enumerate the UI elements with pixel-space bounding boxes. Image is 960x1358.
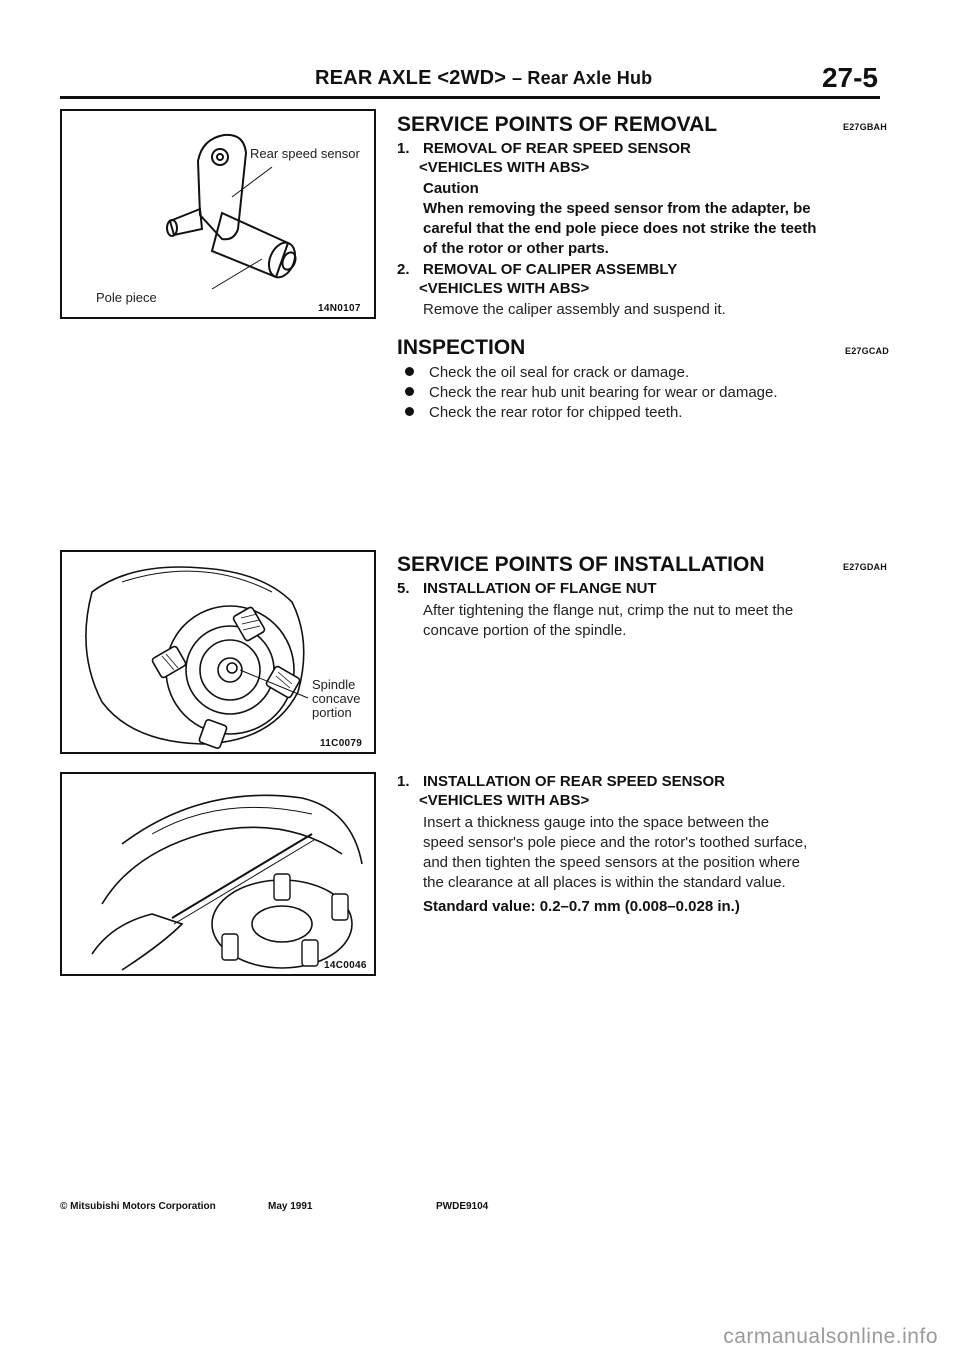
label-rear-speed-sensor: Rear speed sensor [250,146,360,161]
item-number: 1. [397,773,410,790]
removal-item-2-subtitle: <VEHICLES WITH ABS> [419,280,590,297]
installation-item-1-body: Insert a thickness gauge into the space between the speed sensor's pole piece and the rotor's toothed surface, and then tighten the speed sensors at the position where the clearance at all places is within the standard value. [423,814,808,891]
inspection-bullet-list [405,363,778,423]
caution-line: careful that the end pole piece does not strike the teeth [423,220,817,237]
label-portion: portion [312,705,352,720]
figure-code: 14N0107 [318,303,361,314]
installation-item-5-title [397,579,657,598]
installation-item-1-title [397,772,725,791]
thickness-gauge-illustration [62,774,374,974]
item-title: INSTALLATION OF REAR SPEED SENSOR [423,773,725,790]
section-heading-inspection: INSPECTION [397,336,526,359]
item-number: 2. [397,261,410,278]
rear-hub-illustration [62,552,374,752]
item-title: INSTALLATION OF FLANGE NUT [423,580,657,597]
bullet-icon [405,387,414,396]
watermark: carmanualsonline.info [723,1325,938,1348]
caution-heading: Caution [423,180,479,197]
installation-item-5-body: After tightening the flange nut, crimp the nut to meet the concave portion of the spindle. [423,602,794,639]
item-number: 5. [397,580,410,597]
section-code-inspection: E27GCAD [845,346,889,356]
label-spindle: Spindle [312,677,356,692]
removal-item-1-subtitle: <VEHICLES WITH ABS> [419,159,590,176]
item-number: 1. [397,140,410,157]
bullet-icon [405,367,414,376]
speed-sensor-illustration [62,111,374,317]
figure-spindle-concave [60,550,376,754]
section-code-removal: E27GBAH [843,122,887,132]
caution-line: of the rotor or other parts. [423,240,609,257]
label-pole-piece: Pole piece [96,290,157,305]
section-heading-installation: SERVICE POINTS OF INSTALLATION [397,553,765,576]
footer-date: May 1991 [268,1201,313,1212]
caution-line: When removing the speed sensor from the adapter, be [423,200,811,217]
label-concave: concave [312,691,361,706]
header-rule [60,96,880,99]
figure-code: 14C0046 [324,960,367,971]
figure-thickness-gauge [60,772,376,976]
footer-doc-code: PWDE9104 [436,1201,489,1212]
list-item: Check the oil seal for crack or damage. [405,363,778,383]
bullet-icon [405,407,414,416]
installation-item-1-subtitle: <VEHICLES WITH ABS> [419,792,590,809]
removal-item-1-title [397,139,691,158]
standard-value: Standard value: 0.2–0.7 mm (0.008–0.028 in.) [423,898,740,915]
section-code-installation: E27GDAH [843,562,887,572]
footer-copyright: © Mitsubishi Motors Corporation [60,1201,216,1212]
removal-item-2-body: Remove the caliper assembly and suspend it. [423,301,726,318]
page-header-title [315,67,652,90]
page-number: 27-5 [821,62,878,93]
section-heading-removal: SERVICE POINTS OF REMOVAL [397,113,718,136]
figure-rear-speed-sensor [60,109,376,319]
header-title: REAR AXLE <2WD> [315,67,507,89]
item-title: REMOVAL OF CALIPER ASSEMBLY [423,261,678,278]
figure-code: 11C0079 [320,738,363,749]
list-item: Check the rear hub unit bearing for wear or damage. [405,383,778,403]
list-item: Check the rear rotor for chipped teeth. [405,403,778,423]
removal-item-2-title [397,260,677,279]
header-subtitle: – Rear Axle Hub [511,68,653,88]
caution-text [423,199,893,259]
item-title: REMOVAL OF REAR SPEED SENSOR [423,140,691,157]
